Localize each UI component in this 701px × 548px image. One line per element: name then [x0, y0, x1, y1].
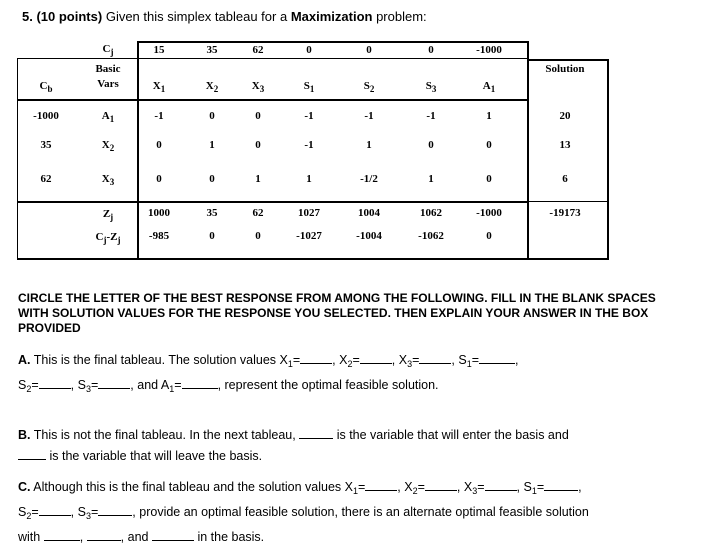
tableau-cell: 0 — [209, 173, 215, 185]
option-c-letter: C. — [18, 480, 31, 494]
blank-a1[interactable] — [182, 377, 218, 389]
solution-top-border — [528, 59, 608, 61]
cj-value: 0 — [366, 44, 372, 56]
blank-c-alt-2[interactable] — [87, 529, 121, 541]
blank-c-alt-1[interactable] — [44, 529, 80, 541]
tableau-right-divider — [527, 41, 529, 260]
row-solution: 20 — [559, 110, 571, 122]
tableau-cell: 1 — [209, 139, 215, 151]
question-points: (10 points) — [36, 9, 103, 24]
blank-x3[interactable] — [419, 352, 451, 364]
blank-entering-variable[interactable] — [299, 427, 333, 439]
tableau-bottom-border — [17, 258, 608, 260]
row-solution: 6 — [562, 173, 568, 185]
blank-c-x2[interactable] — [425, 479, 457, 491]
cj-label: $C_j$ — [102, 43, 114, 57]
cj-value: 0 — [306, 44, 312, 56]
blank-s3[interactable] — [98, 377, 130, 389]
option-c-in-basis: in the basis. — [197, 530, 265, 544]
tableau-cj-divider — [17, 58, 528, 59]
option-a-text: This is the final tableau. The solution values — [33, 353, 277, 367]
option-c-mid: provide an optimal feasible solution, there is an alternate optimal feasible solution — [139, 505, 589, 519]
solution-label: Solution — [545, 63, 585, 75]
variable-header: $S_3$ — [425, 80, 437, 94]
blank-x1[interactable] — [300, 352, 332, 364]
option-b[interactable] — [18, 425, 569, 467]
cjzj-value: 0 — [486, 230, 492, 242]
option-b-leave-text: is the variable that will leave the basis. — [49, 449, 263, 463]
tableau-cell: -1 — [304, 110, 314, 122]
cj-value: 15 — [153, 44, 165, 56]
option-c-text: Although this is the final tableau and the solution values — [33, 480, 342, 494]
cjzj-value: -1062 — [418, 230, 444, 242]
question-prompt-bold: Maximization — [290, 9, 373, 24]
row-cb: -1000 — [33, 110, 59, 122]
tableau-cell: 1 — [366, 139, 372, 151]
tableau-cell: -1 — [304, 139, 314, 151]
blank-c-s2[interactable] — [39, 504, 71, 516]
row-cb: 35 — [40, 139, 52, 151]
tableau-cell: 1 — [428, 173, 434, 185]
zj-value: 1004 — [358, 207, 380, 219]
variable-header: $X_2$ — [205, 80, 219, 94]
zj-value: 62 — [252, 207, 264, 219]
tableau-cell: 0 — [486, 173, 492, 185]
tableau-cell: 1 — [486, 110, 492, 122]
tableau-cell: 0 — [255, 110, 261, 122]
zj-value: 1027 — [298, 207, 320, 219]
variable-header: $S_2$ — [363, 80, 375, 94]
row-basic-var: $A_1$ — [101, 110, 115, 124]
zj-value: 35 — [206, 207, 218, 219]
cj-value: 62 — [252, 44, 264, 56]
option-a-and: , and — [130, 378, 159, 392]
cj-value: 35 — [206, 44, 218, 56]
zj-value: -1000 — [476, 207, 502, 219]
simplex-tableau — [0, 0, 701, 270]
cjzj-label: $C_j-Z_j$ — [95, 231, 121, 245]
basic-vars-label: Basic — [95, 63, 121, 75]
option-c-and: and — [127, 530, 149, 544]
variable-header: $X_3$ — [251, 80, 265, 94]
tableau-top-border — [137, 41, 528, 43]
tableau-cell: 0 — [156, 139, 162, 151]
row-basic-var: $X_2$ — [101, 139, 115, 153]
blank-s2[interactable] — [39, 377, 71, 389]
variable-header: $A_1$ — [482, 80, 496, 94]
variable-header: $X_1$ — [152, 80, 166, 94]
basic-vars-label: Vars — [97, 78, 119, 90]
tableau-cell: 1 — [255, 173, 261, 185]
tableau-cell: 0 — [156, 173, 162, 185]
tableau-cell: -1/2 — [360, 173, 378, 185]
blank-c-s1[interactable] — [544, 479, 578, 491]
tableau-body-divider — [17, 201, 528, 203]
zj-value: 1000 — [148, 207, 170, 219]
row-basic-var: $X_3$ — [101, 173, 115, 187]
option-b-start: This is not the final tableau. In the next tableau, — [33, 428, 296, 442]
tableau-cell: -1 — [154, 110, 164, 122]
tableau-cell: 1 — [306, 173, 312, 185]
option-a[interactable]: A. This is the final tableau. The solution values $X_1=$ , $X_2=$ , $X_3=$ , $S_1=$ , $S_2=$ , $S_3=$ , and $A_1=$ , represent the optimal feasible solution. — [18, 353, 519, 394]
row-solution: 13 — [559, 139, 571, 151]
option-b-enter-text: is the variable that will enter the basis and — [336, 428, 569, 442]
tableau-cell: 0 — [428, 139, 434, 151]
question-number: 5. — [22, 9, 33, 24]
cjzj-value: -1004 — [356, 230, 382, 242]
variable-header: $S_1$ — [303, 80, 315, 94]
blank-c-x3[interactable] — [485, 479, 517, 491]
blank-leaving-variable[interactable] — [18, 448, 46, 460]
tableau-cell: -1 — [426, 110, 436, 122]
instructions: CIRCLE THE LETTER OF THE BEST RESPONSE FROM AMONG THE FOLLOWING. FILL IN THE BLANK SPACES WITH SOLUTION VALUES FOR THE RESPONSE YOU SELECTED. THEN EXPLAIN YOUR ANSWER IN THE BOX PROVIDED — [18, 291, 656, 335]
option-a-letter: A. — [18, 353, 31, 367]
cjzj-value: 0 — [209, 230, 215, 242]
row-cb: 62 — [40, 173, 52, 185]
option-c[interactable]: C. Although this is the final tableau and the solution values $X_1=$ , $X_2=$ , $X_3=$ , $S_1=$ , $S_2=$ , $S_3=$ , provide an optimal feasible solution, there is an alternate optimal feasible solution with , , and in the basis. — [18, 480, 589, 544]
blank-c-alt-3[interactable] — [152, 529, 194, 541]
cj-value: 0 — [428, 44, 434, 56]
question-prompt-suffix: problem: — [376, 9, 427, 24]
option-a-end: , represent the optimal feasible solution. — [217, 378, 439, 392]
tableau-cell: 0 — [486, 139, 492, 151]
tableau-header-divider — [17, 99, 528, 101]
zj-solution: -19173 — [549, 207, 581, 219]
option-b-letter: B. — [18, 428, 31, 442]
tableau-right-border — [607, 59, 609, 260]
solution-row-divider — [528, 201, 608, 202]
blank-s1[interactable] — [479, 352, 515, 364]
blank-x2[interactable] — [360, 352, 392, 364]
cb-label: $C_b$ — [39, 80, 53, 94]
zj-value: 1062 — [420, 207, 442, 219]
question-prompt-prefix: Given this simplex tableau for a — [105, 9, 288, 24]
blank-c-x1[interactable] — [365, 479, 397, 491]
tableau-cell: 0 — [255, 139, 261, 151]
cjzj-value: -1027 — [296, 230, 322, 242]
blank-c-s3[interactable] — [98, 504, 132, 516]
tableau-cell: 0 — [209, 110, 215, 122]
zj-label: $Z_j$ — [102, 208, 114, 222]
cjzj-value: -985 — [148, 230, 170, 242]
tableau-cell: -1 — [364, 110, 374, 122]
cj-value: -1000 — [476, 44, 502, 56]
cjzj-value: 0 — [255, 230, 261, 242]
option-c-with: with — [18, 530, 41, 544]
